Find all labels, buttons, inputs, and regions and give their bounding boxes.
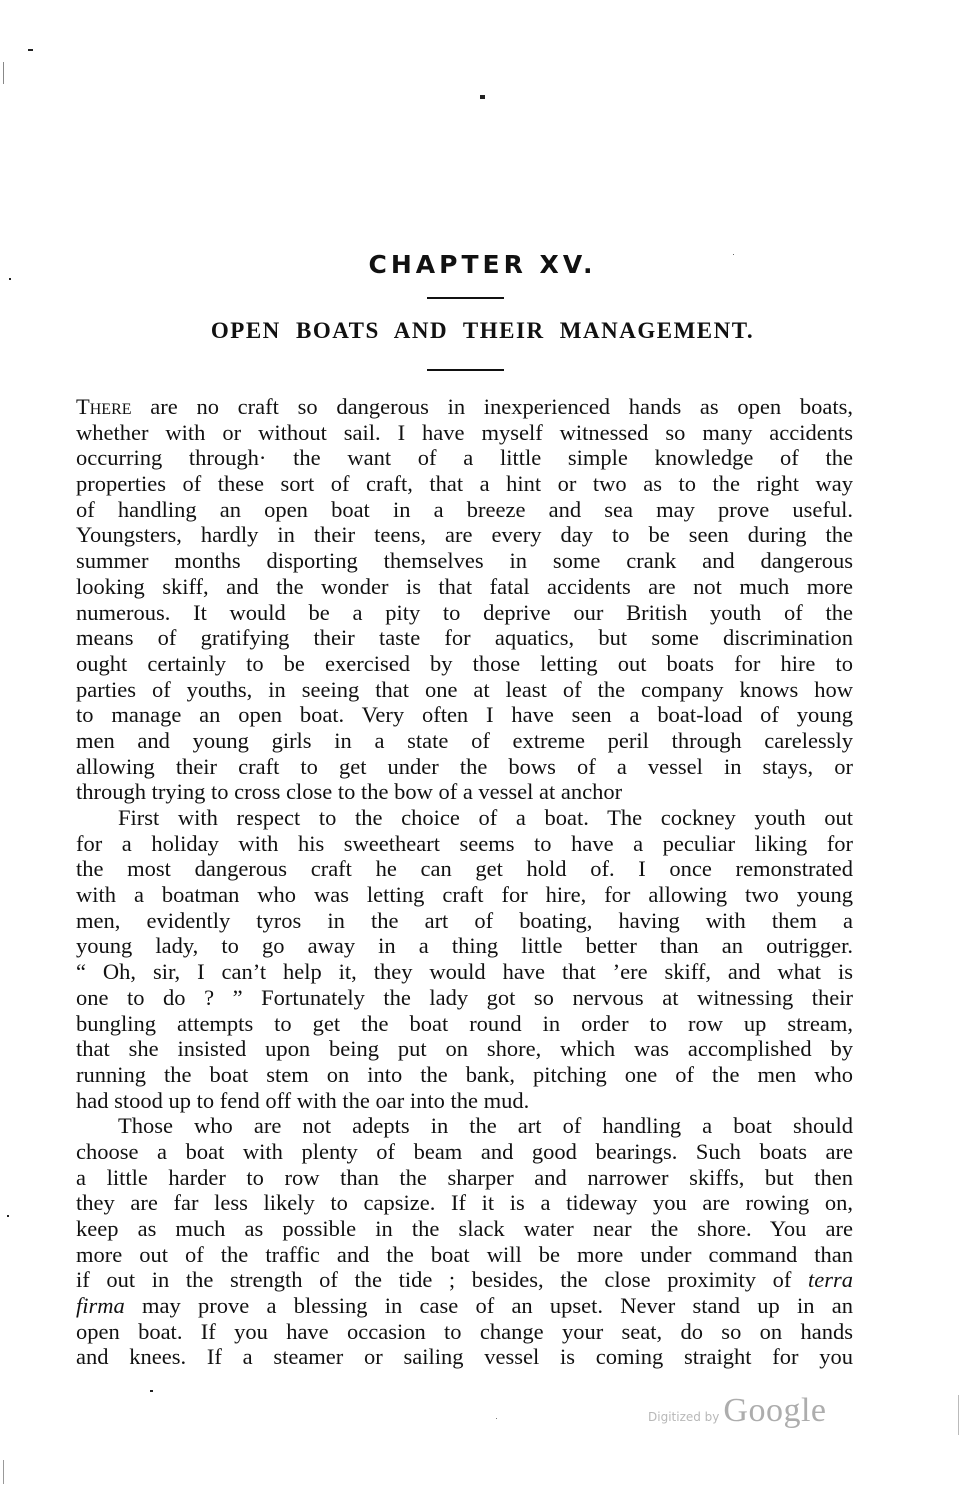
italic-word: terra [808,1267,853,1293]
text-line: allowing their craft to get under the bows of a vessel in stays, or [76,753,853,779]
text-line: young lady, to go away in a thing little better than an outrigger. [76,933,853,959]
scan-speck [480,95,485,99]
body-text [76,394,853,1370]
text-line: one to do ? ” Fortunately the lady got so nervous at witnessing their [76,984,853,1010]
text-line: First with respect to the choice of a boat. The cockney youth out [118,805,853,830]
chapter-title: OPEN BOATS AND THEIR MANAGEMENT. [210,318,755,343]
text-line: properties of these sort of craft, that a hint or two as to the right way [76,471,853,497]
text-line: for a holiday with his sweetheart seems to have a peculiar liking for [76,830,853,856]
text-line: they are far less likely to capsize. If it is a tideway you are rowing on, [76,1190,853,1216]
scan-speck [150,1390,153,1392]
text-line: choose a boat with plenty of beam and good bearings. Such boats are [76,1138,853,1164]
text-line: summer months disporting themselves in some crank and dangerous [76,548,853,574]
text-line: looking skiff, and the wonder is that fatal accidents are not much more [76,573,853,599]
digitized-by-google-watermark [648,1392,827,1430]
paragraph [76,1113,853,1370]
text-line: Those who are not adepts in the art of handling a boat should [118,1113,853,1139]
text-line: men, evidently tyros in the art of boating, having with them a [76,907,853,933]
text-line: parties of youths, in seeing that one at least of the company knows how [76,676,853,702]
chapter-label: CHAPTER XV. [368,250,597,279]
text-line: occurring through· the want of a little simple knowledge of the [76,445,853,471]
text-line: numerous. It would be a pity to deprive our British youth of the [76,599,853,625]
text-line: Youngsters, hardly in their teens, are every day to be seen during the [76,522,853,548]
text-line: that she insisted upon being put on shore, which was accomplished by [76,1036,853,1062]
text-line: of handling an open boat in a breeze and sea may prove useful. [76,496,853,522]
text-line: bungling attempts to get the boat round in order to row up stream, [76,1010,853,1036]
scan-speck [958,1395,959,1435]
scan-speck [496,1418,497,1419]
text-line: ought certainly to be exercised by those letting out boats for hire to [76,650,853,676]
opening-word: There [76,394,132,419]
scan-speck [28,49,33,51]
text-line: and knees. If a steamer or sailing vessel is coming straight for you [76,1344,853,1370]
google-logo: Google [723,1392,827,1429]
heading-rule-top [427,297,504,299]
text-line: “ Oh, sir, I can’t help it, they would have that ’ere skiff, and what is [76,959,853,985]
watermark-prefix: Digitized by [648,1410,720,1424]
text-line: the most dangerous craft he can get hold of. I once remonstrated [76,856,853,882]
paragraph [76,394,853,805]
text-line: means of gratifying their taste for aquatics, but some discrimination [76,625,853,651]
text-line: with a boatman who was letting craft for hire, for allowing two young [76,882,853,908]
paragraph [76,805,853,1113]
italic-word: firma [76,1293,125,1319]
text-line: more out of the traffic and the boat will be more under command than [76,1241,853,1267]
text-line: through trying to cross close to the bow of a vessel at anchor [76,779,623,805]
scan-speck [3,62,4,84]
text-line: to manage an open boat. Very often I have seen a boat-load of young [76,702,853,728]
text-line: open boat. If you have occasion to change your seat, do so on hands [76,1318,853,1344]
text-line: had stood up to fend off with the oar into the mud. [76,1087,530,1113]
text-line: There are no craft so dangerous in inexperienced hands as open boats, [76,394,853,419]
text-line: keep as much as possible in the slack water near the shore. You are [76,1216,853,1241]
text-line: men and young girls in a state of extreme peril through carelessly [76,727,853,753]
text-line: a little harder to row than the sharper and narrower skiffs, but then [76,1164,853,1190]
text-line: firma may prove a blessing in case of an upset. Never stand up in an [76,1293,853,1319]
heading-rule-bottom [427,369,504,371]
scan-speck [3,1460,4,1484]
scan-speck [7,1215,9,1217]
text-line: running the boat stem on into the bank, pitching one of the men who [76,1061,853,1087]
text-line: whether with or without sail. I have myself witnessed so many accidents [76,419,853,445]
text-line: if out in the strength of the tide ; besides, the close proximity of terra [76,1267,853,1293]
